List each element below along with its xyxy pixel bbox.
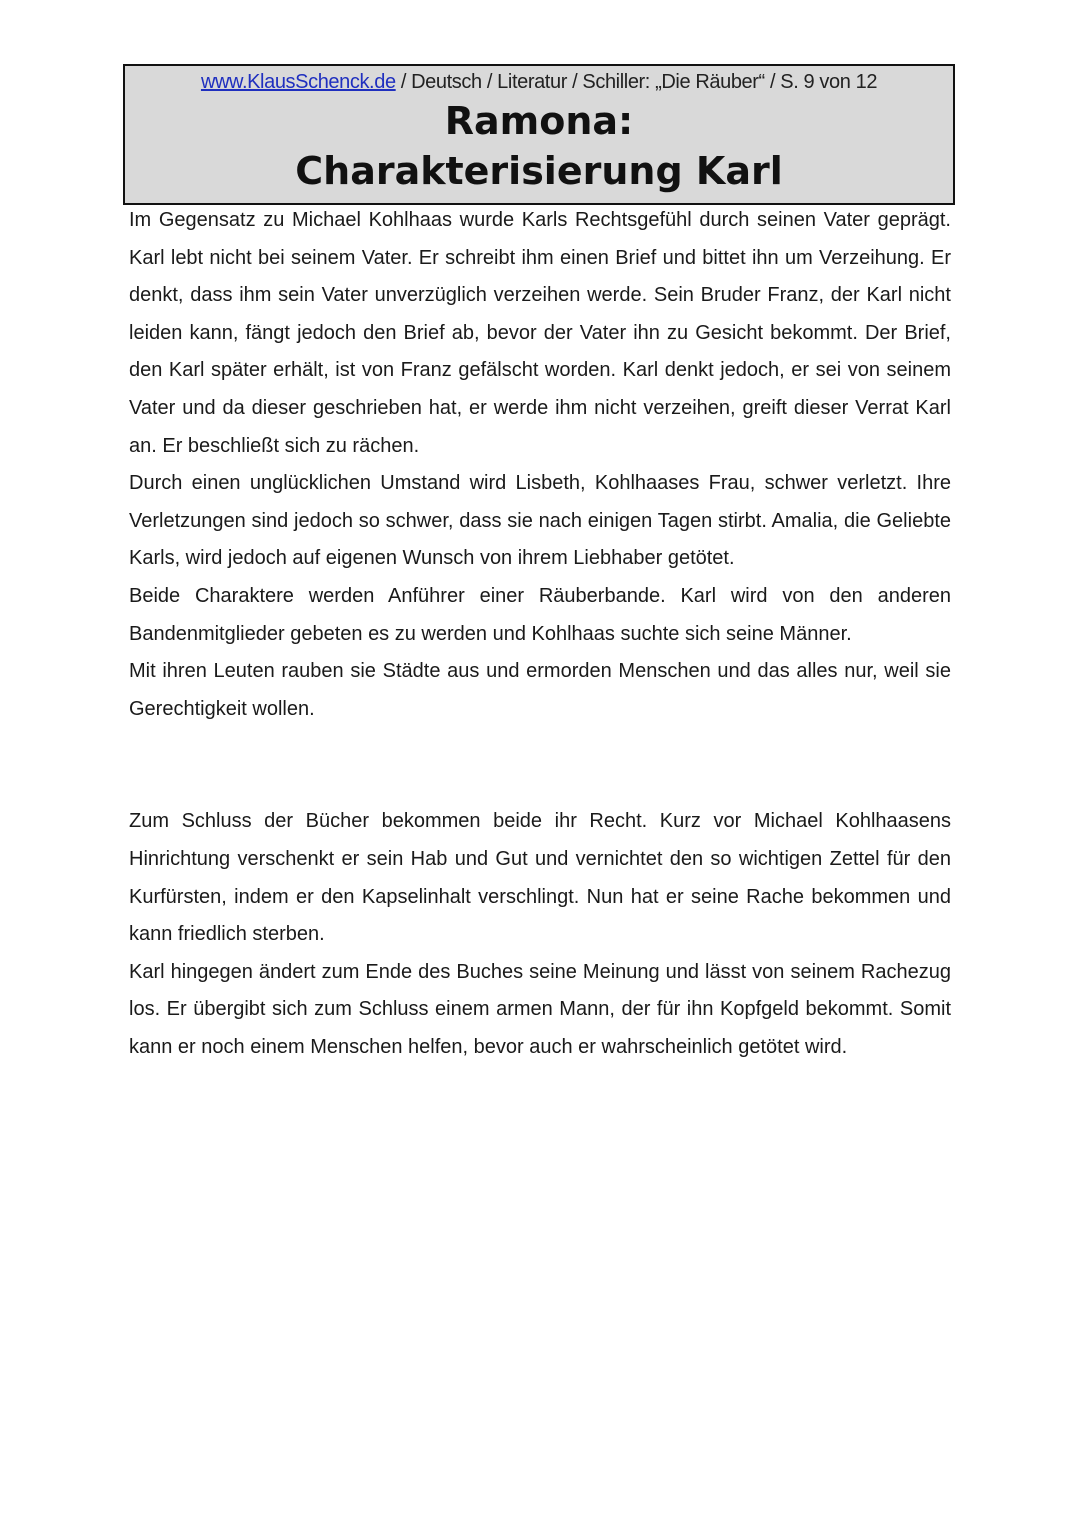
paragraph-verlust: Durch einen unglücklichen Umstand wird Lisbeth, Kohlhaases Frau, schwer verletzt. Ihre Verletzungen sind jedoch so schwer, dass sie nach einigen Tagen stirbt. Amalia, die Geliebte Karls, wird jedoch auf eigenen Wunsch von ihrem Liebhaber getötet. xyxy=(129,472,951,570)
paragraph-schluss-kohlhaas: Zum Schluss der Bücher bekommen beide ihr Recht. Kurz vor Michael Kohlhaasens Hinrichtung verschenkt er sein Hab und Gut und vernichtet den so wichtigen Zettel für den Kurfürsten, indem er den Kapselinhalt verschlingt. Nun hat er seine Rache bekommen und kann friedlich sterben. xyxy=(129,810,951,946)
website-link[interactable]: www.KlausSchenck.de xyxy=(200,71,396,93)
paragraph-schluss-karl: Karl hingegen ändert zum Ende des Buches seine Meinung und lässt von seinem Rachezug los. Er übergibt sich zum Schluss einem armen Mann, der für ihn Kopfgeld bekommt. Somit kann er noch einem Menschen helfen, bevor auch er wahrscheinlich getötet wird. xyxy=(129,960,951,1058)
source-line xyxy=(125,70,953,94)
paragraph-gerechtigkeit: Mit ihren Leuten rauben sie Städte aus und ermorden Menschen und das alles nur, weil sie Gerechtigkeit wollen. xyxy=(129,660,951,720)
paragraph-gap xyxy=(129,728,951,803)
page-title-topic: Charakterisierung Karl xyxy=(295,149,783,193)
paragraph-rechtsgefuehl: Im Gegensatz zu Michael Kohlhaas wurde Karls Rechtsgefühl durch seinen Vater geprägt. Karl lebt nicht bei seinem Vater. Er schreibt ihm einen Brief und bittet ihn um Verzeihung. Er denkt, dass ihm sein Vater unverzüglich verzeihen werde. Sein Bruder Franz, der Karl nicht leiden kann, fängt jedoch den Brief ab, bevor der Vater ihn zu Gesicht bekommt. Der Brief, den Karl später erhält, ist von Franz gefälscht worden. Karl denkt jedoch, er sei von seinem Vater und da dieser geschrieben hat, er werde ihm nicht verzeihen, greift dieser Verrat Karl an. Er beschließt sich zu rächen. xyxy=(129,209,951,457)
header-box xyxy=(123,64,955,205)
paragraph-raeuberbande: Beide Charaktere werden Anführer einer Räuberbande. Karl wird von den anderen Bandenmitglieder gebeten es zu werden und Kohlhaas suchte sich seine Männer. xyxy=(129,584,951,645)
page-title-author: Ramona: xyxy=(444,99,634,143)
document-body xyxy=(129,202,951,1066)
breadcrumb-text: / Deutsch / Literatur / Schiller: „Die Räuber“ / S. 9 von 12 xyxy=(395,71,878,93)
